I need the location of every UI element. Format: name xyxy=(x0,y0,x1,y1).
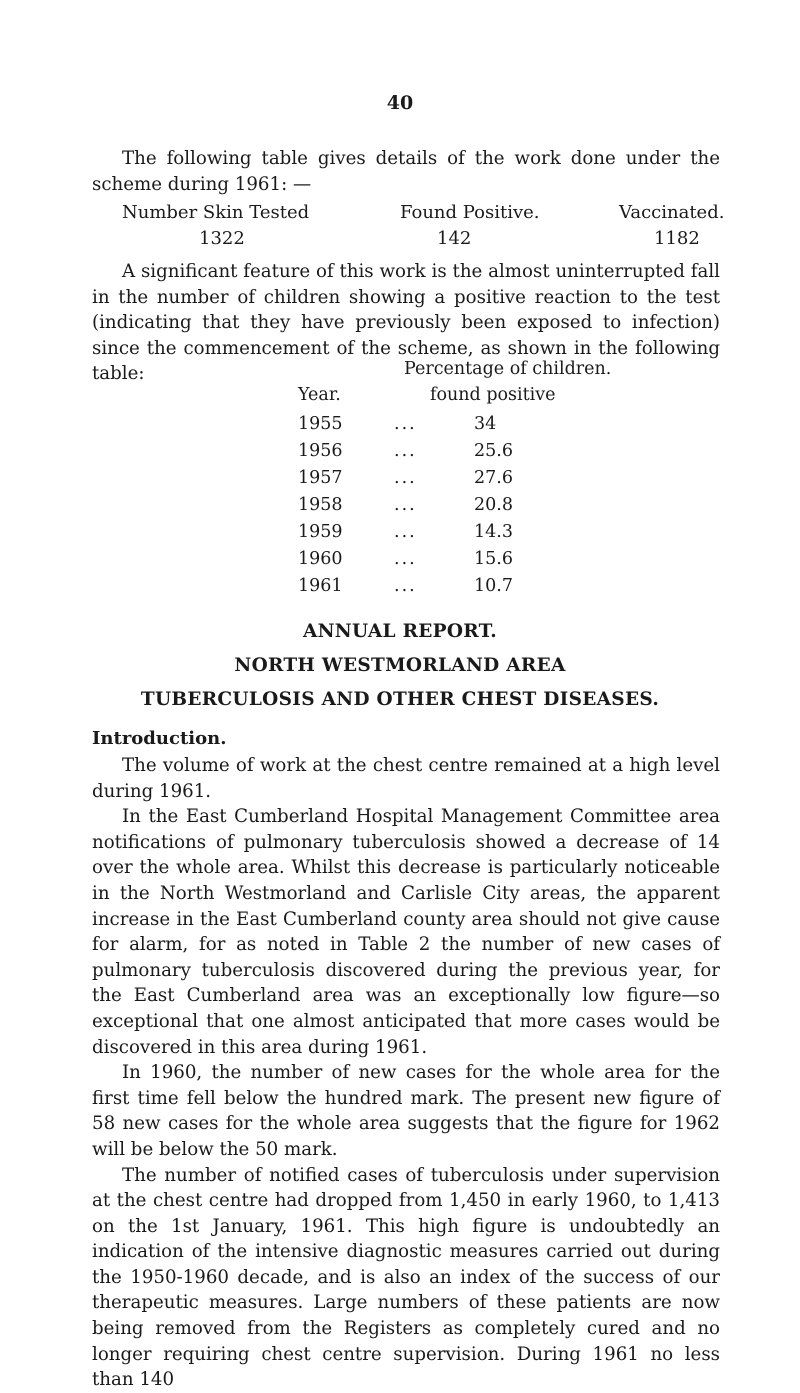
row-year: 1957 xyxy=(298,468,343,488)
intro-text: The following table gives details of the work done under the scheme during 1961: — xyxy=(92,148,720,195)
section-title-introduction: Introduction. xyxy=(92,728,227,749)
row-year: 1959 xyxy=(298,522,343,542)
row-dots: ... xyxy=(394,468,417,488)
intro-paragraph xyxy=(92,146,720,197)
row-dots: ... xyxy=(394,441,417,461)
row-value: 14.3 xyxy=(474,522,513,542)
header-found-positive: Found Positive. xyxy=(400,202,540,223)
row-dots: ... xyxy=(394,549,417,569)
pct-header-year: Year. xyxy=(298,385,341,405)
body-paragraph: In 1960, the number of new cases for the whole area for the first time fell below the hundred mark. The present new figure of 58 new cases for the whole area suggests that the figure for 1962 will be below the 50 mark. xyxy=(92,1062,720,1160)
value-vaccinated: 1182 xyxy=(654,228,700,249)
body-paragraph: In the East Cumberland Hospital Management Committee area notifications of pulmonary tuberculosis showed a decrease of 14 over the whole area. Whilst this decrease is particularly noticeable in the North Westmorland and Carlisle City areas, the apparent increase in the East Cumberland county area should not give cause for alarm, for as noted in Table 2 the number of new cases of pulmonary tuberculosis discovered during the previous year, for the East Cumberland area was an exceptionally low figure—so exceptional that one almost anticipated that more cases would be discovered in this area during 1961. xyxy=(92,806,720,1058)
value-skin-tested: 1322 xyxy=(199,228,245,249)
row-year: 1960 xyxy=(298,549,343,569)
row-year: 1958 xyxy=(298,495,343,515)
value-found-positive: 142 xyxy=(437,228,472,249)
page-number: 40 xyxy=(386,92,414,114)
row-dots: ... xyxy=(394,576,417,596)
header-skin-tested: Number Skin Tested xyxy=(122,202,310,223)
heading-area: NORTH WESTMORLAND AREA xyxy=(234,655,566,676)
heading-annual-report: ANNUAL REPORT. xyxy=(302,621,498,642)
body-paragraph: The number of notified cases of tuberculosis under supervision at the chest centre had dropped from 1,450 in early 1960, to 1,413 on the 1st January, 1961. This high figure is undoubtedly an indication of the intensive diagnostic measures carried out during the 1950-1960 decade, and is also an index of the success of our therapeutic measures. Large numbers of these patients are now being removed from the Registers as completely cured and no longer requiring chest centre supervision. During 1961 no less than 140 xyxy=(92,1164,720,1391)
row-value: 10.7 xyxy=(474,576,513,596)
row-dots: ... xyxy=(394,522,417,542)
body-text xyxy=(92,753,720,1393)
row-dots: ... xyxy=(394,495,417,515)
row-value: 20.8 xyxy=(474,495,513,515)
row-value: 34 xyxy=(474,414,497,434)
row-value: 27.6 xyxy=(474,468,513,488)
row-dots: ... xyxy=(394,414,417,434)
row-value: 25.6 xyxy=(474,441,513,461)
row-value: 15.6 xyxy=(474,549,513,569)
pct-header-line2: found positive xyxy=(430,385,556,405)
feature-text: A significant feature of this work is the almost uninterrupted fall in the number of children showing a positive reaction to the test (indicating that they have previously been exposed to infection) since the commencement of the scheme, as shown in the following table: xyxy=(92,261,720,385)
header-vaccinated: Vaccinated. xyxy=(619,202,725,223)
body-paragraph: The volume of work at the chest centre remained at a high level during 1961. xyxy=(92,755,720,802)
heading-topic: TUBERCULOSIS AND OTHER CHEST DISEASES. xyxy=(140,689,660,710)
row-year: 1961 xyxy=(298,576,343,596)
row-year: 1955 xyxy=(298,414,343,434)
pct-header-line1: Percentage of children. xyxy=(404,359,612,379)
row-year: 1956 xyxy=(298,441,343,461)
